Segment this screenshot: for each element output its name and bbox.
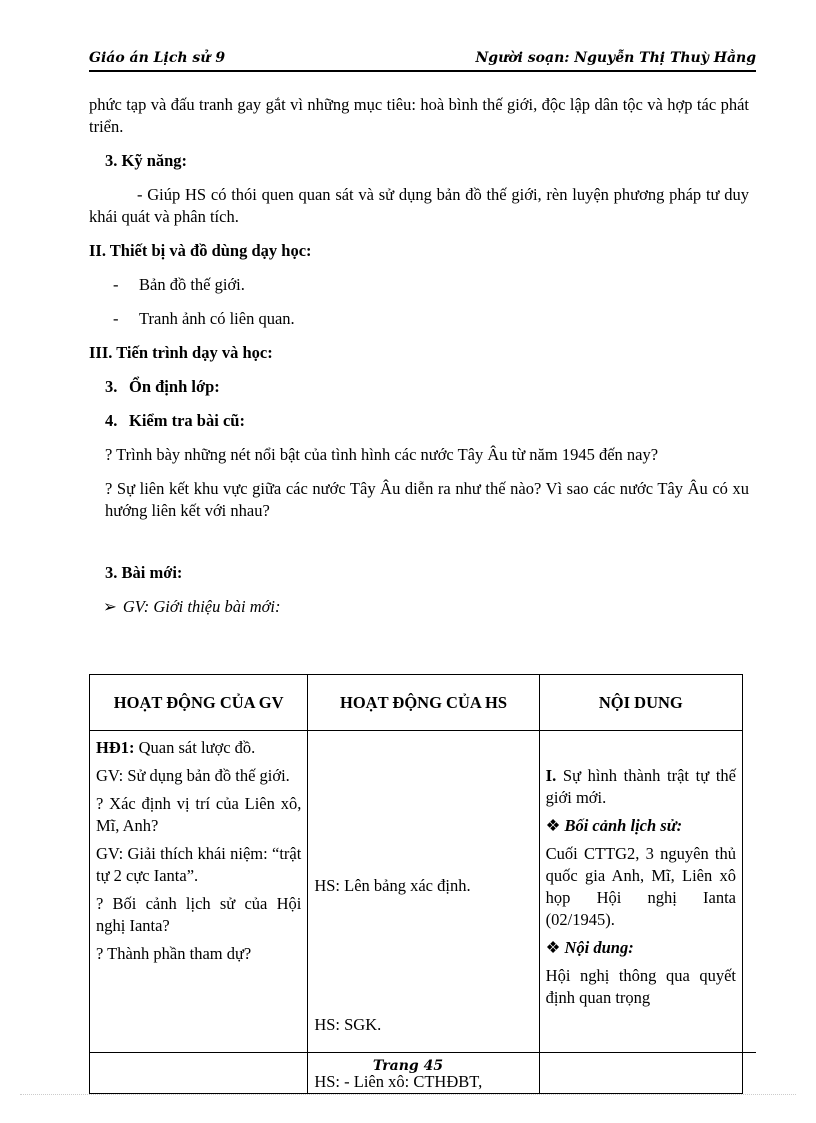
skills-heading: 3. Kỹ năng: bbox=[105, 151, 188, 170]
equipment-item-text: Bản đồ thế giới. bbox=[139, 275, 245, 294]
step-item bbox=[89, 376, 749, 398]
table-row bbox=[90, 731, 743, 1094]
diamond-bullet-icon: ❖ bbox=[545, 816, 561, 835]
gv-step: ? Xác định vị trí của Liên xô, Mĩ, Anh? bbox=[96, 794, 302, 835]
equipment-item-text: Tranh ảnh có liên quan. bbox=[139, 309, 295, 328]
hd1-line bbox=[96, 737, 301, 759]
list-dash: - bbox=[113, 275, 119, 294]
content-heading-text: Nội dung: bbox=[564, 938, 634, 957]
process-heading: III. Tiến trình dạy và học: bbox=[89, 343, 273, 362]
hd1-label: HĐ1: bbox=[96, 738, 135, 757]
gv-step: GV: Sử dụng bản đồ thế giới. bbox=[96, 766, 290, 785]
page-number: Trang 45 bbox=[372, 1058, 444, 1074]
review-question: ? Sự liên kết khu vực giữa các nước Tây Âu diễn ra như thế nào? Vì sao các nước Tây Âu có xu hướng liên kết với nhau? bbox=[105, 479, 749, 520]
gv-step: GV: Giải thích khái niệm: “trật tự 2 cực Ianta”. bbox=[96, 844, 302, 885]
context-text: Cuối CTTG2, 3 nguyên thủ quốc gia Anh, Mĩ, Liên xô họp Hội nghị Ianta (02/1945). bbox=[545, 844, 736, 929]
equipment-item bbox=[89, 274, 749, 296]
section-title-text: Sự hình thành trật tự thế giới mới. bbox=[545, 766, 736, 807]
content-text: Hội nghị thông qua quyết định quan trọng bbox=[545, 966, 736, 1007]
equipment-heading: II. Thiết bị và đồ dùng dạy học: bbox=[89, 241, 312, 260]
context-heading bbox=[546, 815, 736, 837]
content-heading bbox=[546, 937, 736, 959]
header-divider bbox=[89, 70, 756, 72]
gv-intro-line bbox=[89, 596, 749, 618]
section-number: I. bbox=[545, 766, 557, 785]
step-label: Kiểm tra bài cũ: bbox=[129, 411, 245, 430]
new-lesson-heading: 3. Bài mới: bbox=[105, 563, 183, 582]
header-content: NỘI DUNG bbox=[539, 675, 742, 731]
list-dash: - bbox=[113, 309, 119, 328]
gv-step: ? Thành phần tham dự? bbox=[96, 944, 252, 963]
gv-activity-cell bbox=[90, 731, 308, 1094]
arrow-bullet-icon: ➢ bbox=[103, 597, 117, 616]
skills-paragraph: - Giúp HS có thói quen quan sát và sử dụng bản đồ thế giới, rèn luyện phương pháp tư duy khái quát và phân tích. bbox=[89, 185, 749, 226]
diamond-bullet-icon: ❖ bbox=[545, 938, 561, 957]
gv-intro-text: GV: Giới thiệu bài mới: bbox=[122, 597, 281, 616]
document-body bbox=[89, 94, 749, 618]
table-header-row bbox=[90, 675, 743, 731]
step-label: Ổn định lớp: bbox=[129, 377, 220, 396]
hd1-text: Quan sát lược đồ. bbox=[138, 738, 256, 757]
review-question: ? Trình bày những nét nổi bật của tình hình các nước Tây Âu từ năm 1945 đến nay? bbox=[105, 445, 659, 464]
step-number: 3. bbox=[105, 377, 118, 396]
page-edge-line bbox=[20, 1094, 796, 1095]
page-header bbox=[89, 48, 756, 72]
footer-divider bbox=[89, 1052, 756, 1053]
hs-step: HS: SGK. bbox=[314, 1015, 382, 1034]
hs-activity-cell bbox=[308, 731, 539, 1094]
header-gv-activity: HOẠT ĐỘNG CỦA GV bbox=[90, 675, 308, 731]
lesson-activity-table bbox=[89, 674, 743, 1094]
step-number: 4. bbox=[105, 411, 118, 430]
header-hs-activity: HOẠT ĐỘNG CỦA HS bbox=[308, 675, 539, 731]
intro-paragraph: phức tạp và đấu tranh gay gắt vì những mục tiêu: hoà bình thế giới, độc lập dân tộc và hợp tác phát triển. bbox=[89, 95, 749, 136]
header-lesson-title: Giáo án Lịch sử 9 bbox=[89, 50, 226, 66]
header-author: Người soạn: Nguyễn Thị Thuỳ Hằng bbox=[475, 50, 756, 66]
equipment-item bbox=[89, 308, 749, 330]
section-title bbox=[546, 765, 736, 809]
hs-step: HS: Lên bảng xác định. bbox=[314, 876, 471, 895]
hs-step: HS: - Liên xô: CTHĐBT, bbox=[314, 1072, 483, 1091]
content-cell bbox=[539, 731, 742, 1094]
context-heading-text: Bối cảnh lịch sử: bbox=[564, 816, 683, 835]
step-item bbox=[89, 410, 749, 432]
gv-step: ? Bối cảnh lịch sử của Hội nghị Ianta? bbox=[96, 894, 302, 935]
